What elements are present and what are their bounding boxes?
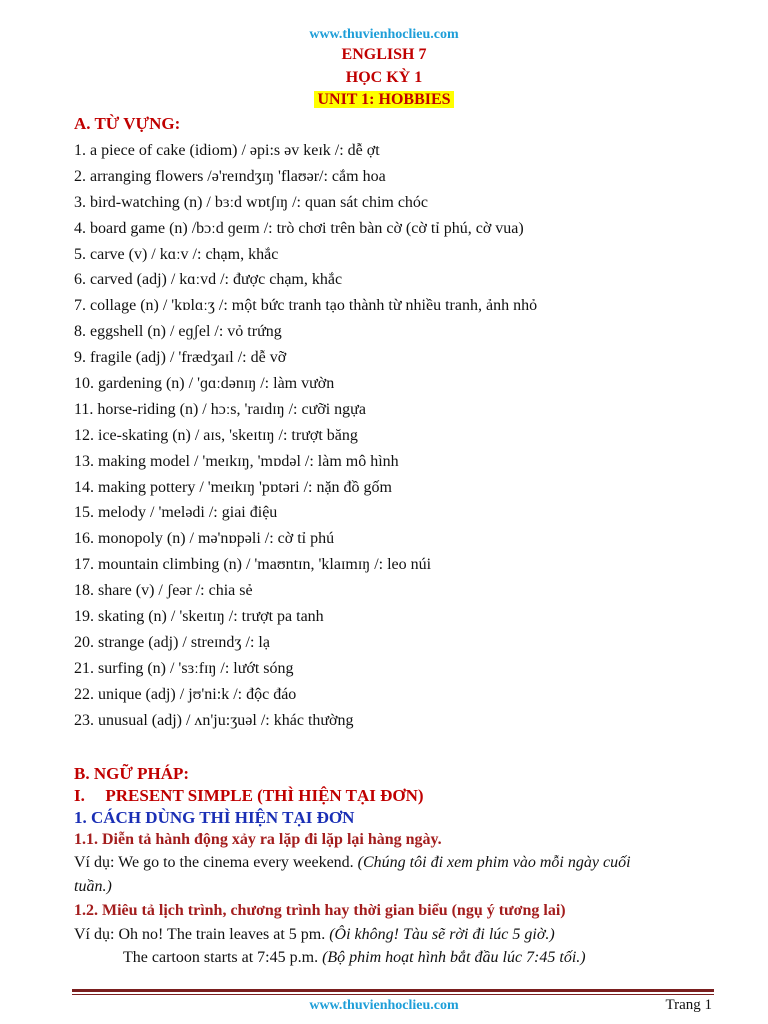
- unit-title: UNIT 1: HOBBIES: [314, 91, 453, 108]
- vocab-item: 1. a piece of cake (idiom) / əpi:s əv keɪk /: dễ ợt: [74, 142, 380, 159]
- vocab-item: 6. carved (adj) / kɑːvd /: được chạm, khắc: [74, 271, 343, 289]
- vocab-item: 23. unusual (adj) / ʌn'ju:ʒuəl /: khác thường: [74, 711, 354, 729]
- example-1-continued: [74, 878, 112, 896]
- example-3-english: The cartoon starts at 7:45 p.m.: [123, 949, 319, 966]
- example-3-vietnamese: (Bộ phim hoạt hình bắt đầu lúc 7:45 tối.): [322, 949, 586, 966]
- term-title: HỌC KỲ 1: [345, 69, 423, 86]
- vocab-item: 10. gardening (n) / 'ɡɑːdənɪŋ /: làm vườn: [74, 375, 335, 393]
- usage-title: 1. CÁCH DÙNG THÌ HIỆN TẠI ĐƠN: [74, 808, 355, 827]
- grammar-heading: [74, 786, 424, 806]
- unit-title-wrapper: [0, 91, 768, 109]
- roman-numeral: I.: [74, 786, 85, 805]
- vocab-item: 18. share (v) / ʃeər /: chia sẻ: [74, 582, 253, 600]
- usage-1-1-title: 1.1. Diễn tả hành động xảy ra lặp đi lặp lại hàng ngày.: [74, 831, 442, 848]
- page-number: Trang 1: [665, 997, 712, 1013]
- example-2-english: Oh no! The train leaves at 5 pm.: [118, 926, 326, 943]
- example-1-vietnamese: (Chúng tôi đi xem phim vào mỗi ngày cuối: [357, 854, 631, 871]
- vocab-item: 8. eggshell (n) / eɡʃel /: vỏ trứng: [74, 323, 282, 341]
- footer-rule: [72, 989, 714, 992]
- example-1-vietnamese-end: tuần.): [74, 878, 112, 895]
- vocab-item: 21. surfing (n) / 'sɜːfɪŋ /: lướt sóng: [74, 659, 294, 677]
- example-2: [74, 926, 555, 944]
- vocab-item: 3. bird-watching (n) / bɜːd wɒtʃɪŋ /: quan sát chim chóc: [74, 193, 429, 211]
- example-1: [74, 854, 631, 872]
- section-a-title: A. TỪ VỰNG:: [74, 114, 181, 133]
- vocab-item: 17. mountain climbing (n) / 'maʊntɪn, 'klaɪmɪŋ /: leo núi: [74, 556, 432, 574]
- vocab-item: 15. melody / 'melədi /: giai điệu: [74, 504, 278, 522]
- example-3: [123, 949, 586, 967]
- vocab-item: 11. horse-riding (n) / hɔːs, 'raɪdɪŋ /: cưỡi ngựa: [74, 400, 366, 418]
- example-2-vietnamese: (Ôi không! Tàu sẽ rời đi lúc 5 giờ.): [329, 926, 555, 943]
- footer-rule-thin: [72, 994, 714, 995]
- vocab-item: 22. unique (adj) / jʊ'ni:k /: độc đáo: [74, 685, 297, 703]
- vocab-item: 12. ice-skating (n) / aɪs, 'skeɪtɪŋ /: trượt băng: [74, 426, 358, 444]
- example-label: Ví dụ:: [74, 926, 115, 943]
- vocab-item: 16. monopoly (n) / mə'nɒpəli /: cờ tỉ phú: [74, 530, 335, 548]
- vocab-item: 20. strange (adj) / streɪndʒ /: lạ: [74, 633, 270, 651]
- section-b-title: B. NGỮ PHÁP:: [74, 764, 190, 783]
- vocab-item: 4. board game (n) /bɔːd ɡeɪm /: trò chơi trên bàn cờ (cờ tỉ phú, cờ vua): [74, 219, 524, 237]
- usage-1-2-title: 1.2. Miêu tả lịch trình, chương trình hay thời gian biểu (ngụ ý tương lai): [74, 902, 566, 919]
- vocab-item: 7. collage (n) / 'kɒlɑːʒ /: một bức tranh tạo thành từ nhiều tranh, ảnh nhỏ: [74, 297, 538, 315]
- example-1-english: We go to the cinema every weekend.: [118, 854, 354, 871]
- grammar-title: PRESENT SIMPLE (THÌ HIỆN TẠI ĐƠN): [105, 786, 424, 805]
- vocabulary-list: [74, 138, 537, 733]
- vocab-item: 9. fragile (adj) / 'frædʒaɪl /: dễ vỡ: [74, 349, 287, 367]
- vocab-item: 2. arranging flowers /ə'reɪndʒɪŋ 'flaʊər/: cắm hoa: [74, 167, 386, 185]
- example-label: Ví dụ:: [74, 854, 115, 871]
- vocab-item: 14. making pottery / 'meɪkɪŋ 'pɒtəri /: nặn đồ gốm: [74, 478, 392, 496]
- subject-title: ENGLISH 7: [341, 46, 427, 63]
- vocab-item: 5. carve (v) / kɑːv /: chạm, khắc: [74, 245, 279, 263]
- footer-website-link[interactable]: www.thuvienhoclieu.com: [309, 998, 459, 1013]
- header-website-link[interactable]: www.thuvienhoclieu.com: [309, 27, 459, 42]
- vocab-item: 19. skating (n) / 'skeɪtɪŋ /: trượt pa tanh: [74, 608, 324, 626]
- vocab-item: 13. making model / 'meɪkɪŋ, 'mɒdəl /: làm mô hình: [74, 452, 399, 470]
